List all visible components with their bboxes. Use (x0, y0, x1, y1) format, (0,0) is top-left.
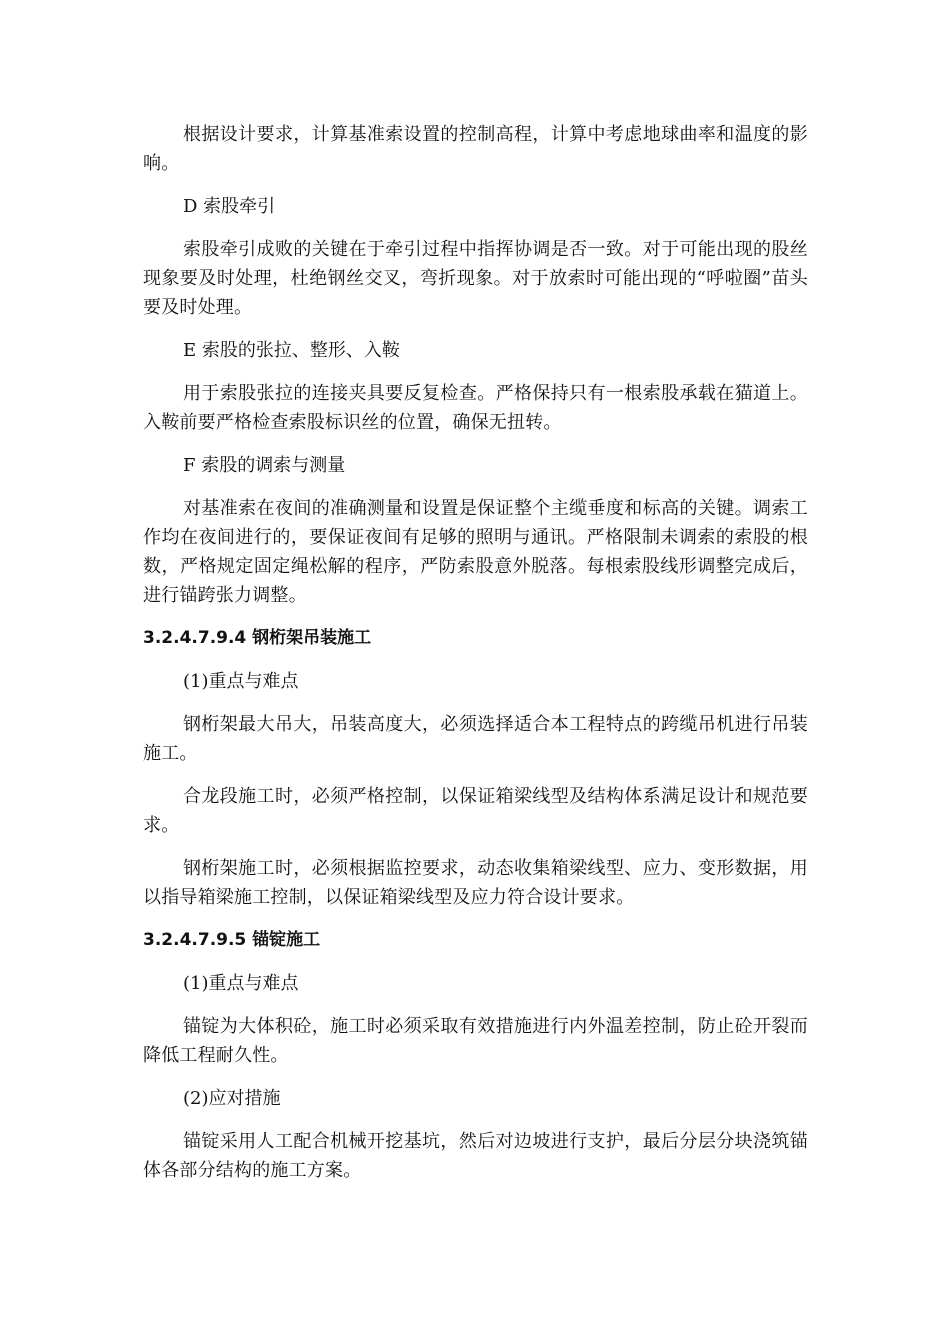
paragraph-strand-tensioning: 用于索股张拉的连接夹具要反复检查。严格保持只有一根索股承载在猫道上。入鞍前要严格检查索股标识丝的位置，确保无扭转。 (143, 383, 808, 433)
paragraph-strand-traction: 索股牵引成败的关键在于牵引过程中指挥协调是否一致。对于可能出现的股丝现象要及时处理，杜绝钢丝交叉，弯折现象。对于放索时可能出现的“呼啦圈”苗头要及时处理。 (143, 239, 808, 318)
section-heading-steel-truss: 3.2.4.7.9.4 钢桁架吊装施工 (143, 628, 372, 648)
subheading-strand-tensioning: E 索股的张拉、整形、入鞍 (183, 340, 400, 361)
paragraph-anchorage-concrete: 锚锭为大体积砼，施工时必须采取有效措施进行内外温差控制，防止砼开裂而降低工程耐久性。 (143, 1016, 808, 1066)
paragraph-truss-lifting: 钢桁架最大吊大，吊装高度大，必须选择适合本工程特点的跨缆吊机进行吊装施工。 (143, 714, 808, 764)
subheading-strand-traction: D 索股牵引 (183, 196, 276, 217)
paragraph-baseline-elevation: 根据设计要求，计算基准索设置的控制高程，计算中考虑地球曲率和温度的影响。 (143, 124, 808, 174)
subheading-anchorage-key-points: (1)重点与难点 (183, 973, 299, 994)
subheading-truss-key-points: (1)重点与难点 (183, 671, 299, 692)
document-page (143, 120, 808, 1199)
paragraph-closure-segment: 合龙段施工时，必须严格控制，以保证箱梁线型及结构体系满足设计和规范要求。 (143, 786, 808, 836)
paragraph-strand-adjustment: 对基准索在夜间的准确测量和设置是保证整个主缆垂度和标高的关键。调索工作均在夜间进行的，要保证夜间有足够的照明与通讯。严格限制未调索的索股的根数，严格规定固定绳松解的程序，严防索股意外脱落。每根索股线形调整完成后，进行锚跨张力调整。 (143, 498, 808, 606)
section-heading-anchorage: 3.2.4.7.9.5 锚锭施工 (143, 930, 321, 950)
paragraph-anchorage-plan: 锚锭采用人工配合机械开挖基坑，然后对边坡进行支护，最后分层分块浇筑锚体各部分结构的施工方案。 (143, 1131, 808, 1181)
subheading-anchorage-measures: (2)应对措施 (183, 1088, 281, 1109)
subheading-strand-adjustment: F 索股的调索与测量 (183, 455, 346, 476)
paragraph-truss-monitoring: 钢桁架施工时，必须根据监控要求，动态收集箱梁线型、应力、变形数据，用以指导箱梁施工控制，以保证箱梁线型及应力符合设计要求。 (143, 858, 808, 908)
